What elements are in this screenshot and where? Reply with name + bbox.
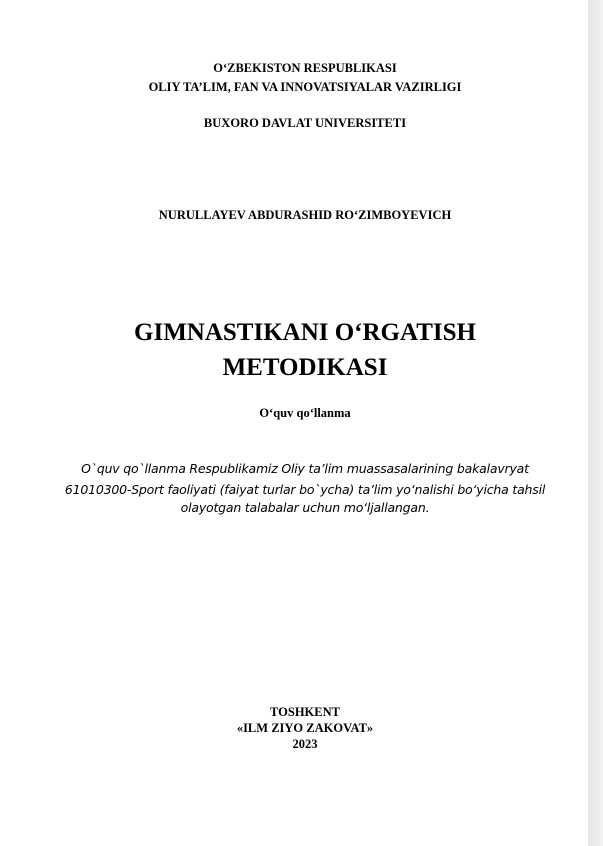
description-line-1: O`quv qo`llanma Respublikamiz Oliy ta’lim muassasalarining bakalavryat: [81, 461, 529, 476]
country-name: O‘ZBEKISTON RESPUBLIKASI: [213, 61, 397, 75]
book-title-line-1: GIMNASTIKANI O‘RGATISH: [134, 319, 476, 346]
ministry-name: OLIY TA’LIM, FAN VA INNOVATSIYALAR VAZIRLIGI: [148, 80, 462, 94]
author-name: NURULLAYEV ABDURASHID RO‘ZIMBOYEVICH: [158, 208, 452, 222]
imprint-year: 2023: [292, 737, 318, 751]
imprint-city: TOSHKENT: [270, 705, 340, 719]
page-edge: [588, 0, 603, 846]
description-line-3: olayotgan talabalar uchun mo‘ljallangan.: [180, 500, 430, 515]
imprint-publisher: «ILM ZIYO ZAKOVAT»: [236, 721, 374, 735]
book-title-line-2: METODIKASI: [222, 354, 388, 381]
description-line-2: 61010300-Sport faoliyati (faiyat turlar bo`ycha) ta’lim yo‘nalishi bo‘yicha tahsil: [64, 482, 546, 497]
university-name: BUXORO DAVLAT UNIVERSITETI: [203, 116, 407, 130]
book-type: O‘quv qo‘llanma: [259, 406, 351, 420]
